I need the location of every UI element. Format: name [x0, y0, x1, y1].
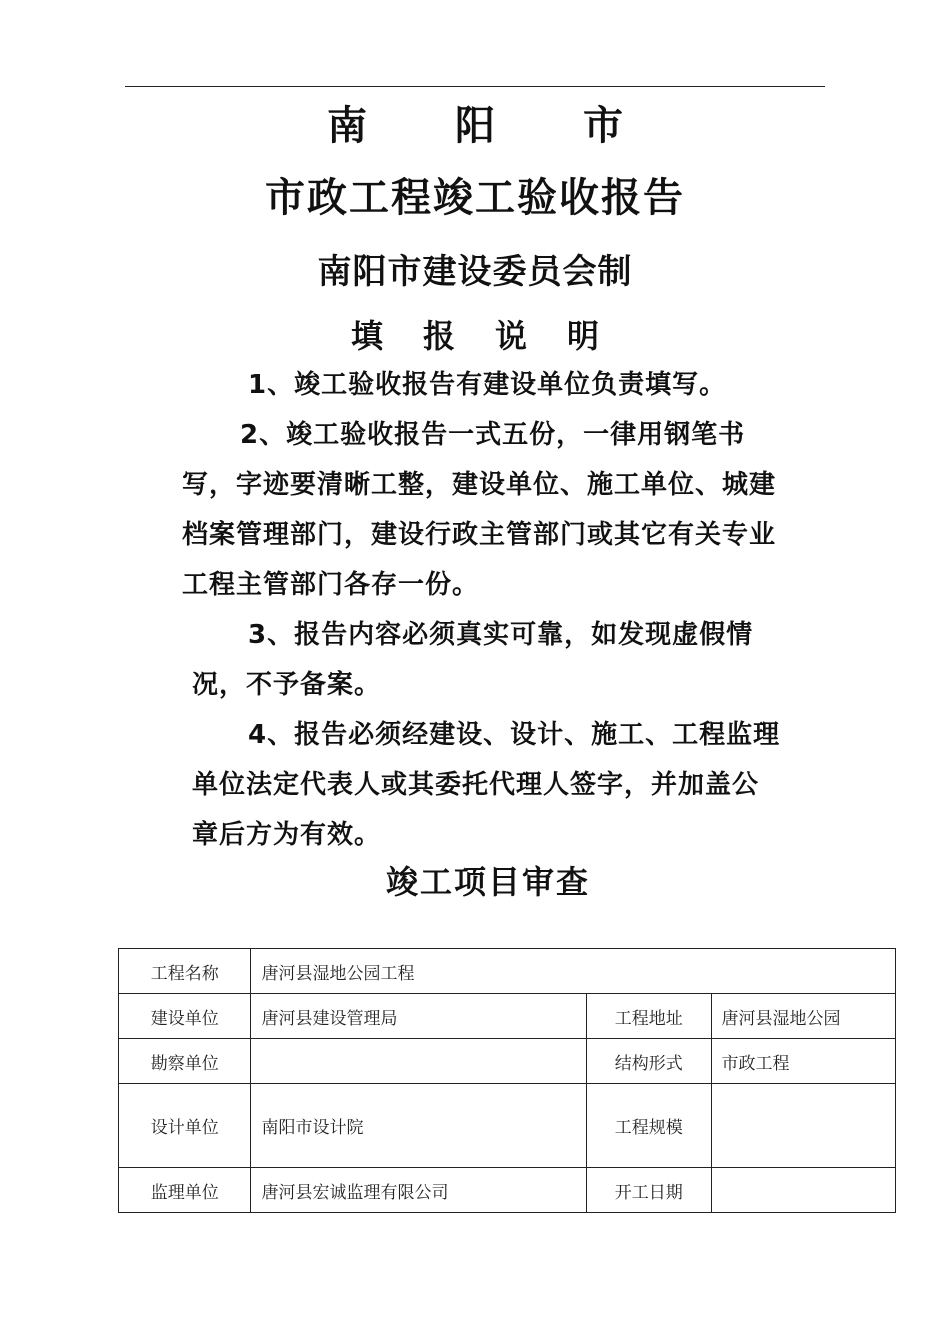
table-row [119, 1039, 896, 1084]
table-row [119, 949, 896, 994]
structure-type-label: 结构形式 [586, 1039, 711, 1084]
start-date-value [711, 1168, 896, 1213]
instruction-item-4-line-2: 单位法定代表人或其委托代理人签字，并加盖公 [192, 770, 760, 800]
table-row [119, 1168, 896, 1213]
survey-unit-value [251, 1039, 586, 1084]
design-unit-label: 设计单位 [119, 1084, 251, 1168]
design-unit-value: 南阳市设计院 [251, 1084, 586, 1168]
table-row [119, 1084, 896, 1168]
table-row [119, 994, 896, 1039]
instruction-item-2-line-2: 写，字迹要清晰工整，建设单位、施工单位、城建 [182, 470, 777, 500]
city-title: 南阳市 [327, 103, 711, 149]
start-date-label: 开工日期 [586, 1168, 711, 1213]
developer-label: 建设单位 [119, 994, 251, 1039]
project-name-value: 唐河县湿地公园工程 [251, 949, 896, 994]
instruction-item-4-line-3: 章后方为有效。 [192, 820, 382, 850]
project-scale-label: 工程规模 [586, 1084, 711, 1168]
instruction-item-2-line-1: 2、竣工验收报告一式五份，一律用钢笔书 [240, 420, 746, 450]
survey-unit-label: 勘察单位 [119, 1039, 251, 1084]
project-scale-value [711, 1084, 896, 1168]
instruction-item-4-line-1: 4、报告必须经建设、设计、施工、工程监理 [248, 720, 781, 750]
instruction-item-2-line-3: 档案管理部门，建设行政主管部门或其它有关专业 [182, 520, 777, 550]
top-rule [125, 86, 825, 87]
instruction-item-3-line-1: 3、报告内容必须真实可靠，如发现虚假情 [248, 620, 754, 650]
review-section-title: 竣工项目审查 [385, 863, 590, 901]
issuer-title: 南阳市建设委员会制 [317, 252, 633, 292]
report-title: 市政工程竣工验收报告 [265, 175, 685, 221]
instruction-item-1: 1、竣工验收报告有建设单位负责填写。 [248, 370, 727, 400]
project-address-label: 工程地址 [586, 994, 711, 1039]
developer-value: 唐河县建设管理局 [251, 994, 586, 1039]
supervision-unit-value: 唐河县宏诚监理有限公司 [251, 1168, 586, 1213]
instructions-title: 填报说明 [350, 317, 639, 355]
supervision-unit-label: 监理单位 [119, 1168, 251, 1213]
project-name-label: 工程名称 [119, 949, 251, 994]
instruction-item-3-line-2: 况，不予备案。 [192, 670, 382, 700]
project-address-value: 唐河县湿地公园 [711, 994, 896, 1039]
project-review-table [118, 948, 896, 1213]
structure-type-value: 市政工程 [711, 1039, 896, 1084]
instruction-item-2-line-4: 工程主管部门各存一份。 [182, 570, 480, 600]
